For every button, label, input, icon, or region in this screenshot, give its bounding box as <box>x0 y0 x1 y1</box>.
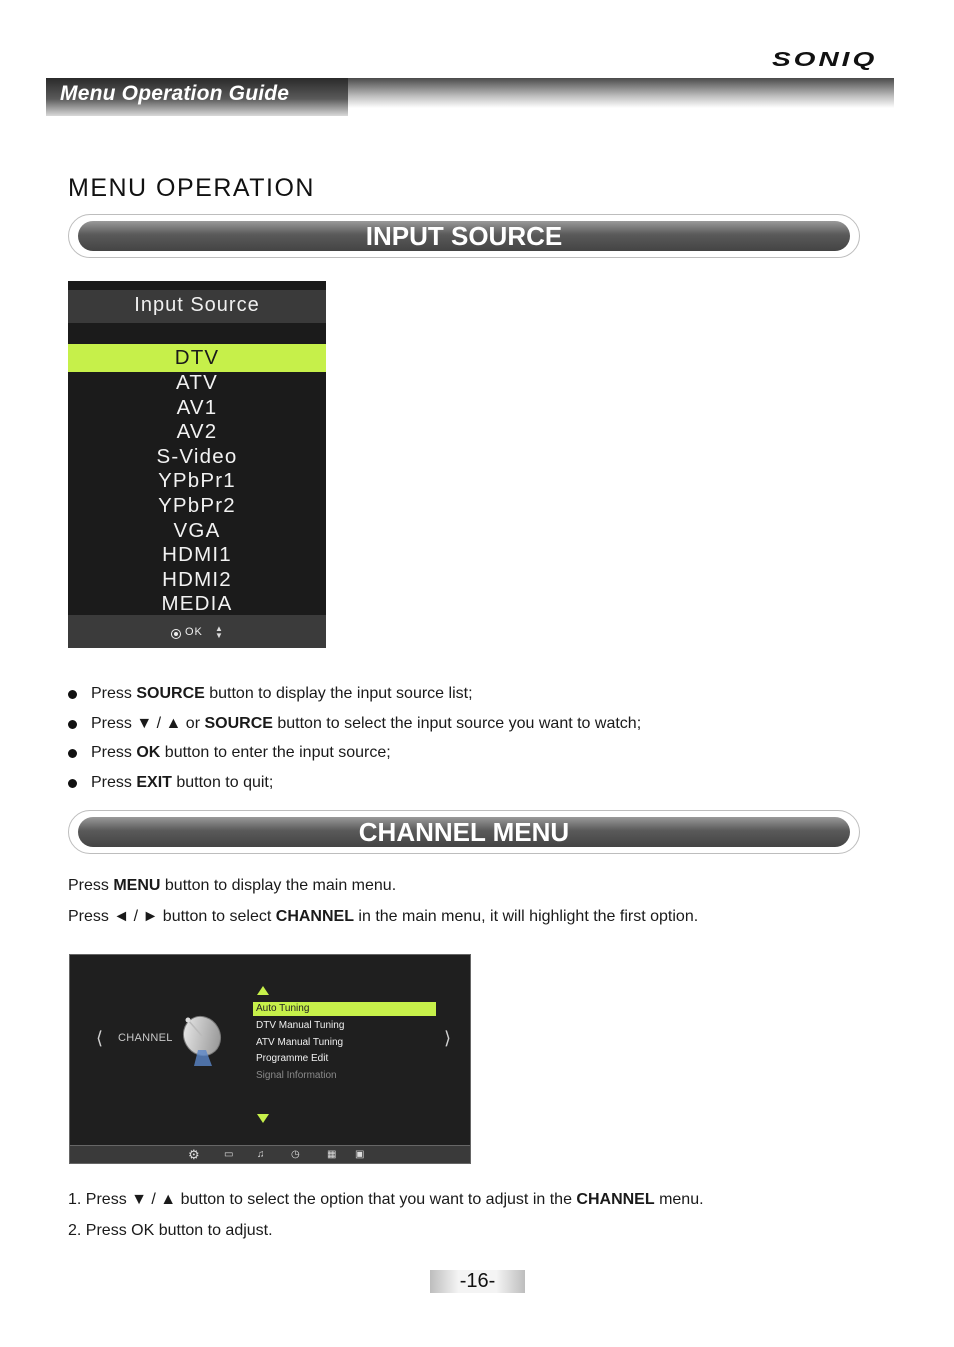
input-source-list <box>68 344 326 616</box>
bullet-icon <box>68 749 77 758</box>
source-item-ypbpr1[interactable]: YPbPr1 <box>158 469 236 493</box>
source-item-atv[interactable]: ATV <box>176 371 218 394</box>
monitor-icon[interactable]: ▭ <box>224 1149 234 1160</box>
gear-icon[interactable]: ⚙ <box>188 1147 200 1162</box>
bullet-icon <box>68 720 77 729</box>
option-programme-edit[interactable]: Programme Edit <box>256 1053 329 1065</box>
scroll-down-arrow-icon[interactable] <box>257 1114 269 1123</box>
source-item-dtv[interactable]: DTV <box>68 344 326 372</box>
source-item-hdmi2[interactable]: HDMI2 <box>162 567 232 591</box>
input-source-instructions <box>68 683 868 801</box>
clock-icon[interactable]: ◷ <box>291 1149 300 1160</box>
channel-instruction-2: Press ◄ / ► button to select CHANNEL in the main menu, it will highlight the first option. <box>68 908 699 925</box>
lock-icon[interactable]: ▣ <box>355 1149 365 1160</box>
page-number: -16- <box>430 1270 525 1293</box>
channel-step-2: 2. Press OK button to adjust. <box>68 1222 273 1239</box>
option-auto-tuning[interactable]: Auto Tuning <box>253 1002 436 1016</box>
source-item-vga[interactable]: VGA <box>173 518 221 542</box>
chevron-right-icon[interactable]: ⟩ <box>444 1028 452 1048</box>
instruction-item: Press ▼ / ▲ or SOURCE button to select the input source you want to watch; <box>68 713 868 743</box>
banner-title: CHANNEL MENU <box>358 817 570 847</box>
ok-circle-icon <box>171 629 181 639</box>
input-source-banner <box>68 214 860 258</box>
instruction-item: Press OK button to enter the input source; <box>68 742 868 772</box>
option-signal-information: Signal Information <box>256 1069 337 1081</box>
bullet-icon <box>68 690 77 699</box>
page-heading: MENU OPERATION <box>68 174 315 202</box>
header-gradient <box>348 78 894 108</box>
bullet-icon <box>68 779 77 788</box>
source-item-ypbpr2[interactable]: YPbPr2 <box>158 493 236 517</box>
scroll-up-arrow-icon[interactable] <box>257 986 269 995</box>
option-dtv-manual-tuning[interactable]: DTV Manual Tuning <box>256 1020 345 1032</box>
satellite-dish-icon <box>176 1012 226 1068</box>
music-icon[interactable]: ♫ <box>257 1149 265 1160</box>
instruction-item: Press SOURCE button to display the input source list; <box>68 683 868 713</box>
ok-label: OK <box>185 626 203 638</box>
channel-menu-banner <box>68 810 860 854</box>
up-down-arrows-icon: ▲ ▼ <box>215 624 223 640</box>
input-source-panel-title: Input Source <box>68 290 326 323</box>
chevron-left-icon[interactable]: ⟨ <box>96 1028 104 1048</box>
menu-category-bar <box>69 1145 471 1164</box>
banner-title: INPUT SOURCE <box>365 221 563 251</box>
grid-icon[interactable]: ▦ <box>327 1149 337 1160</box>
source-item-svideo[interactable]: S-Video <box>156 444 238 468</box>
channel-step-1: 1. Press ▼ / ▲ button to select the option that you want to adjust in the CHANNEL menu. <box>68 1191 704 1208</box>
source-item-av2[interactable]: AV2 <box>176 420 218 444</box>
source-item-av1[interactable]: AV1 <box>176 395 218 419</box>
source-item-hdmi1[interactable]: HDMI1 <box>162 543 232 567</box>
channel-category-label: CHANNEL <box>118 1032 173 1044</box>
channel-instruction-1: Press MENU button to display the main menu. <box>68 877 397 894</box>
option-atv-manual-tuning[interactable]: ATV Manual Tuning <box>256 1036 344 1048</box>
input-source-footer <box>68 615 326 648</box>
header-title: Menu Operation Guide <box>60 82 290 105</box>
source-item-media[interactable]: MEDIA <box>161 592 233 616</box>
channel-options-list <box>253 1002 436 1084</box>
brand-logo: SONIQ <box>772 48 878 71</box>
instruction-item: Press EXIT button to quit; <box>68 772 868 802</box>
